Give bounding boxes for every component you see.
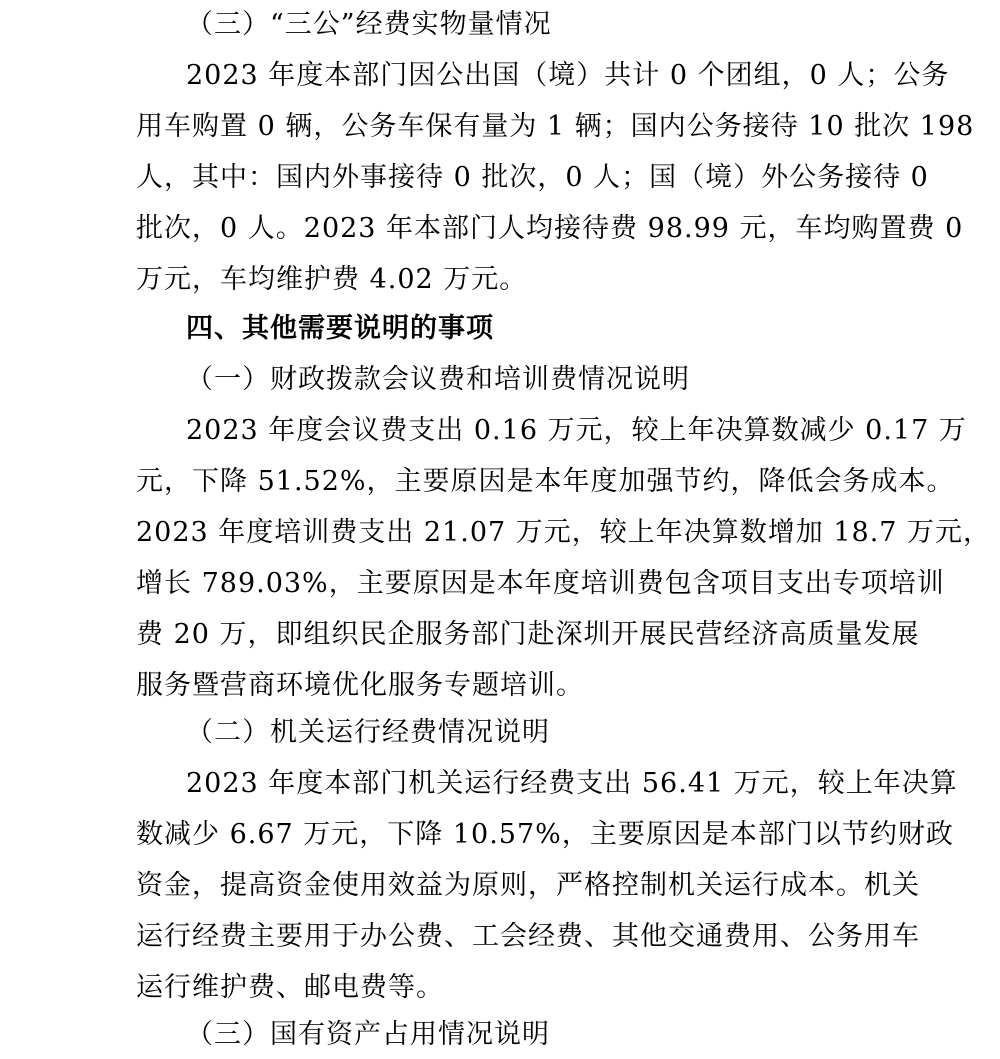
sub-1-heading: （一）财政拨款会议费和培训费情况说明 — [186, 364, 690, 395]
sub-3-heading: （三）国有资产占用情况说明 — [186, 1019, 550, 1050]
sub-2-para-line-4: 运行经费主要用于办公费、工会经费、其他交通费用、公务用车 — [136, 921, 920, 952]
sub-2-para-line-1: 2023 年度本部门机关运行经费支出 56.41 万元，较上年决算 — [186, 768, 958, 799]
sub-2-para-line-5: 运行维护费、邮电费等。 — [136, 972, 444, 1003]
sub-2-para-line-2: 数减少 6.67 万元，下降 10.57%，主要原因是本部门以节约财政 — [136, 819, 954, 850]
section-3-para-line-3: 人，其中：国内外事接待 0 批次，0 人；国（境）外公务接待 0 — [136, 162, 929, 193]
section-3-heading: （三）“三公”经费实物量情况 — [186, 9, 552, 40]
sub-1-para-line-5: 费 20 万，即组织民企服务部门赴深圳开展民营经济高质量发展 — [136, 619, 920, 650]
sub-1-para-line-1: 2023 年度会议费支出 0.16 万元，较上年决算数减少 0.17 万 — [186, 415, 967, 446]
sub-1-para-line-2: 元，下降 51.52%，主要原因是本年度加强节约，降低会务成本。 — [136, 466, 955, 497]
sub-2-heading: （二）机关运行经费情况说明 — [186, 717, 550, 748]
part-4-heading: 四、其他需要说明的事项 — [186, 313, 494, 344]
sub-1-para-line-6: 服务暨营商环境优化服务专题培训。 — [136, 670, 584, 701]
sub-1-para-line-3: 2023 年度培训费支出 21.07 万元，较上年决算数增加 18.7 万元， — [136, 517, 992, 548]
sub-1-para-line-4: 增长 789.03%，主要原因是本年度培训费包含项目支出专项培训 — [136, 568, 945, 599]
section-3-para-line-5: 万元，车均维护费 4.02 万元。 — [136, 264, 528, 295]
section-3-para-line-1: 2023 年度本部门因公出国（境）共计 0 个团组，0 人；公务 — [186, 60, 950, 91]
section-3-para-line-4: 批次，0 人。2023 年本部门人均接待费 98.99 元，车均购置费 0 — [136, 213, 964, 244]
section-3-para-line-2: 用车购置 0 辆，公务车保有量为 1 辆；国内公务接待 10 批次 198 — [136, 111, 975, 142]
sub-2-para-line-3: 资金，提高资金使用效益为原则，严格控制机关运行成本。机关 — [136, 870, 920, 901]
